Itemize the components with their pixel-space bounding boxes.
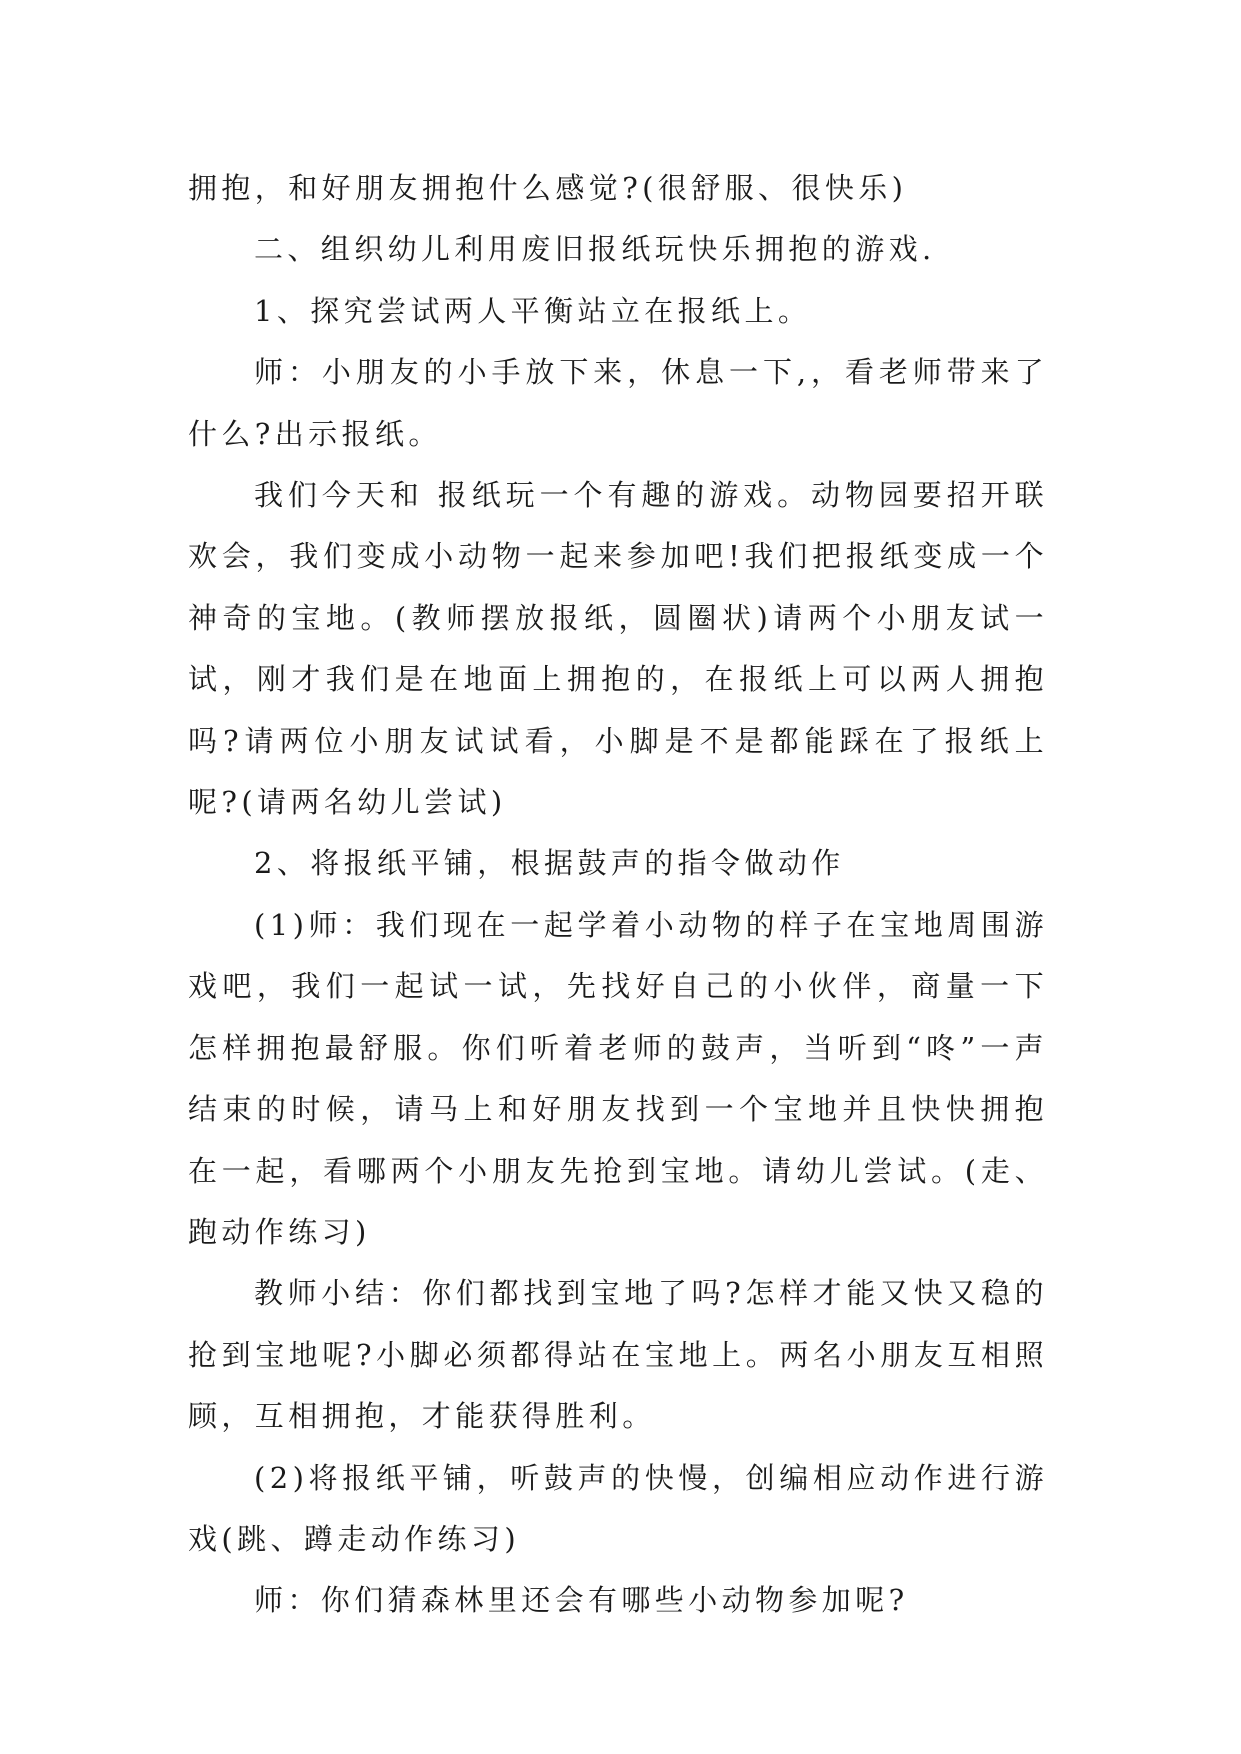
paragraph: 我们今天和 报纸玩一个有趣的游戏。动物园要招开联欢会，我们变成小动物一起来参加吧!我们把报纸变成一个神奇的宝地。(教师摆放报纸，圆圈状)请两个小朋友试一试，刚才我们是在地面上拥抱的，在报纸上可以两人拥抱吗?请两位小朋友试试看，小脚是不是都能踩在了报纸上呢?(请两名幼儿尝试)	[188, 478, 1048, 820]
step-heading: 1、探究尝试两人平衡站立在报纸上。	[254, 293, 812, 328]
paragraph: (1)师：我们现在一起学着小动物的样子在宝地周围游戏吧，我们一起试一试，先找好自己的小伙伴，商量一下怎样拥抱最舒服。你们听着老师的鼓声，当听到“咚”一声结束的时候，请马上和好朋友找到一个宝地并且快快拥抱在一起，看哪两个小朋友先抢到宝地。请幼儿尝试。(走、跑动作练习)	[188, 907, 1048, 1249]
paragraph: 师：小朋友的小手放下来，休息一下,，看老师带来了什么?出示报纸。	[188, 355, 1048, 451]
paragraph: 教师小结：你们都找到宝地了吗?怎样才能又快又稳的抢到宝地呢?小脚必须都得站在宝地上。两名小朋友互相照顾，互相拥抱，才能获得胜利。	[188, 1276, 1048, 1434]
paragraph: 师：你们猜森林里还会有哪些小动物参加呢?	[254, 1583, 909, 1618]
paragraph: (2)将报纸平铺，听鼓声的快慢，创编相应动作进行游戏(跳、蹲走动作练习)	[188, 1460, 1048, 1556]
section-heading: 二、组织幼儿利用废旧报纸玩快乐拥抱的游戏.	[254, 232, 936, 267]
step-heading: 2、将报纸平铺，根据鼓声的指令做动作	[254, 846, 845, 881]
document-body	[188, 158, 1048, 1632]
paragraph: 拥抱，和好朋友拥抱什么感觉?(很舒服、很快乐)	[188, 171, 908, 205]
